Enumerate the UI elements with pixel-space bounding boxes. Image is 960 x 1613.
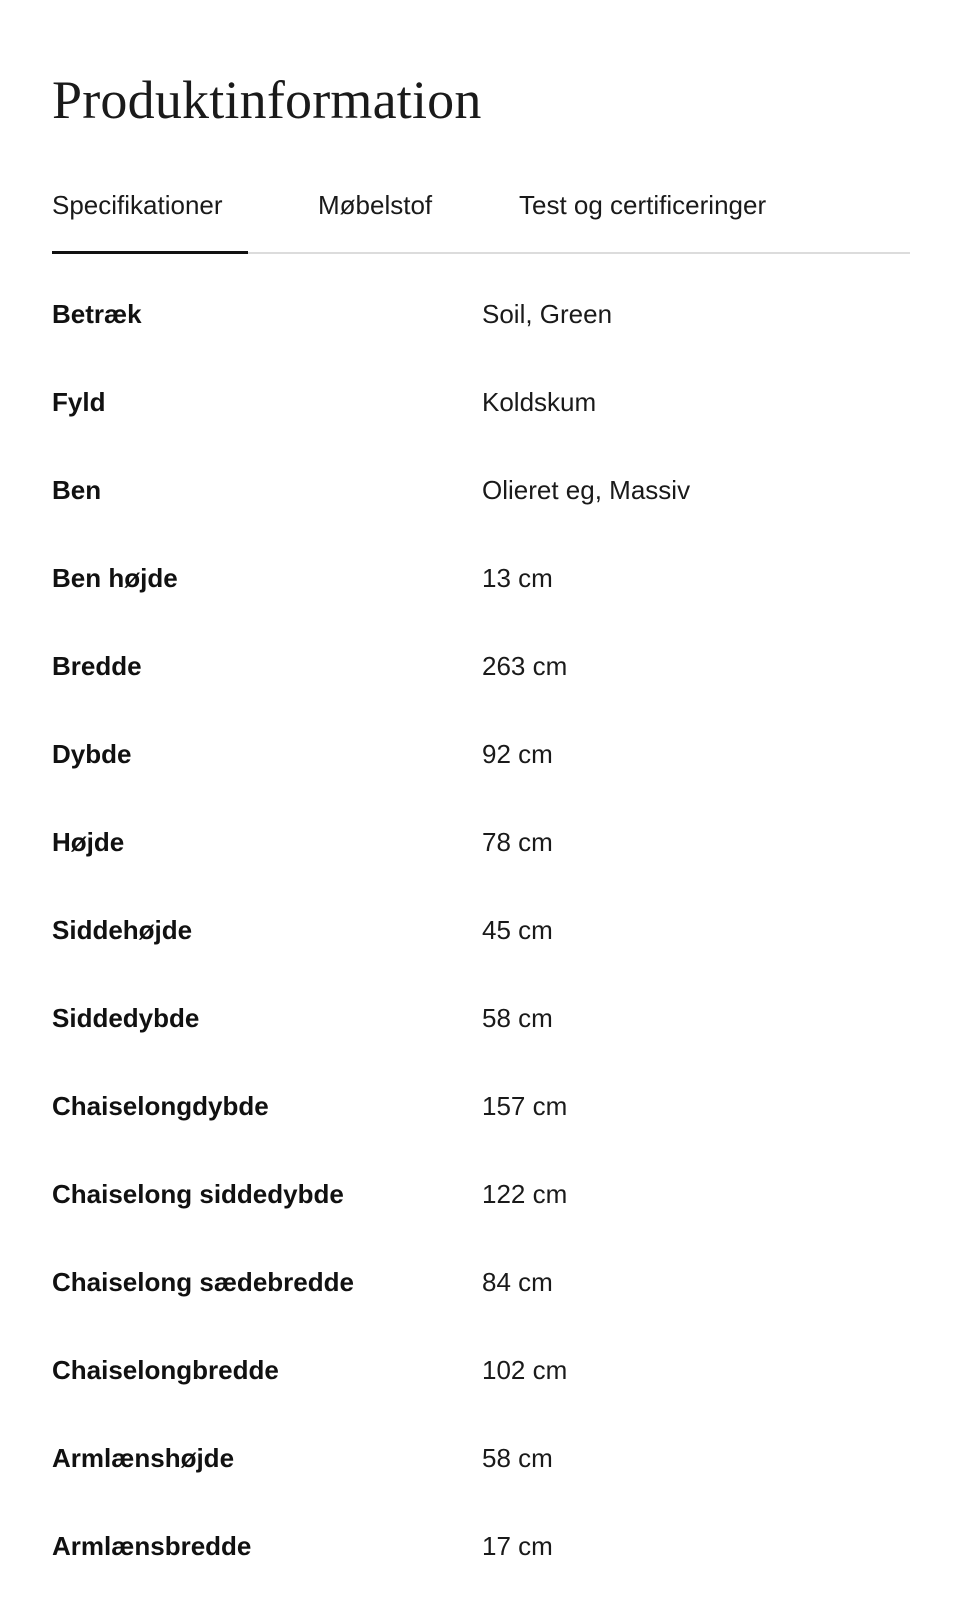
spec-row-ben-hojde bbox=[52, 544, 910, 632]
spec-value: 122 cm bbox=[482, 1179, 568, 1209]
tab-test-og-certificeringer[interactable]: Test og certificeringer bbox=[519, 190, 767, 220]
spec-value: 13 cm bbox=[482, 563, 553, 593]
spec-row-fyld bbox=[52, 368, 910, 456]
spec-value: 92 cm bbox=[482, 739, 553, 769]
spec-value: 78 cm bbox=[482, 827, 553, 857]
spec-label: Ben bbox=[52, 475, 102, 505]
spec-list bbox=[52, 280, 910, 1600]
spec-value: 157 cm bbox=[482, 1091, 568, 1121]
spec-label: Chaiselong sædebredde bbox=[52, 1267, 354, 1297]
spec-row-siddehojde bbox=[52, 896, 910, 984]
spec-label: Siddedybde bbox=[52, 1003, 200, 1033]
tab-specifikationer[interactable]: Specifikationer bbox=[52, 180, 248, 252]
spec-row-bredde bbox=[52, 632, 910, 720]
spec-value: 102 cm bbox=[482, 1355, 568, 1385]
spec-row-ben bbox=[52, 456, 910, 544]
spec-value: Soil, Green bbox=[482, 299, 613, 329]
spec-value: 58 cm bbox=[482, 1003, 553, 1033]
spec-label: Ben højde bbox=[52, 563, 178, 593]
spec-row-chaiselongdybde bbox=[52, 1072, 910, 1160]
spec-label: Armlænsbredde bbox=[52, 1531, 252, 1561]
spec-value: Koldskum bbox=[482, 387, 597, 417]
spec-label: Chaiselongdybde bbox=[52, 1091, 269, 1121]
spec-row-hojde bbox=[52, 808, 910, 896]
spec-value: 45 cm bbox=[482, 915, 553, 945]
spec-label: Chaiselong siddedybde bbox=[52, 1179, 344, 1209]
spec-row-chaiselong-saedebredde bbox=[52, 1248, 910, 1336]
spec-value: 84 cm bbox=[482, 1267, 553, 1297]
spec-label: Chaiselongbredde bbox=[52, 1355, 279, 1385]
spec-label: Armlænshøjde bbox=[52, 1443, 235, 1473]
spec-row-armlaenshojde bbox=[52, 1424, 910, 1512]
tab-mobelstof[interactable]: Møbelstof bbox=[318, 190, 433, 220]
page-title: Produktinformation bbox=[52, 70, 482, 130]
spec-value: 17 cm bbox=[482, 1531, 553, 1561]
spec-label: Betræk bbox=[52, 299, 142, 329]
spec-value: Olieret eg, Massiv bbox=[482, 475, 691, 505]
spec-row-siddedybde bbox=[52, 984, 910, 1072]
spec-row-betraek bbox=[52, 280, 910, 368]
spec-row-dybde bbox=[52, 720, 910, 808]
spec-value: 263 cm bbox=[482, 651, 568, 681]
spec-value: 58 cm bbox=[482, 1443, 553, 1473]
spec-row-chaiselongbredde bbox=[52, 1336, 910, 1424]
spec-label: Bredde bbox=[52, 651, 142, 681]
spec-row-chaiselong-siddedybde bbox=[52, 1160, 910, 1248]
spec-label: Dybde bbox=[52, 739, 132, 769]
spec-label: Fyld bbox=[52, 387, 106, 417]
spec-row-armlaensbredde bbox=[52, 1512, 910, 1600]
spec-label: Siddehøjde bbox=[52, 915, 193, 945]
spec-label: Højde bbox=[52, 827, 125, 857]
tab-bar bbox=[52, 180, 910, 254]
